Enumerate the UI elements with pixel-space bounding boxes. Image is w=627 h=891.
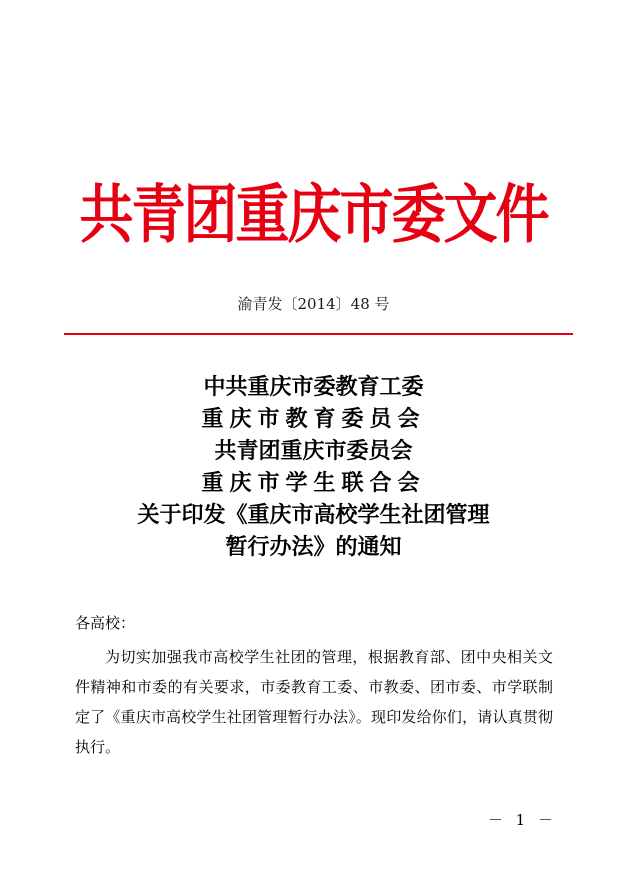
notice-subject-line-1: 关于印发《重庆市高校学生社团管理 (137, 503, 490, 528)
document-header-title: 共青团重庆市委文件 (79, 177, 548, 252)
issuer-education-commission: 重庆市教育委员会 (201, 407, 426, 432)
document-number: 渝青发〔2014〕48 号 (237, 295, 390, 313)
page-number: － 1 － (487, 811, 557, 829)
salutation: 各高校： (75, 614, 136, 632)
notice-subject-line-2: 暂行办法》的通知 (225, 535, 402, 560)
body-paragraph: 为切实加强我市高校学生社团的管理，根据教育部、团中央相关文件精神和市委的有关要求，市委教育工委、市教委、团市委、市学联制定了《重庆市高校学生社团管理暂行办法》。现印发给你们，请认真贯彻执行。 (75, 648, 553, 756)
issuer-education-work-committee: 中共重庆市委教育工委 (203, 375, 424, 400)
red-separator-line (64, 333, 573, 335)
issuer-youth-league-committee: 共青团重庆市委员会 (214, 439, 413, 464)
issuer-student-federation: 重庆市学生联合会 (201, 471, 426, 496)
issuing-organizations (0, 372, 627, 564)
